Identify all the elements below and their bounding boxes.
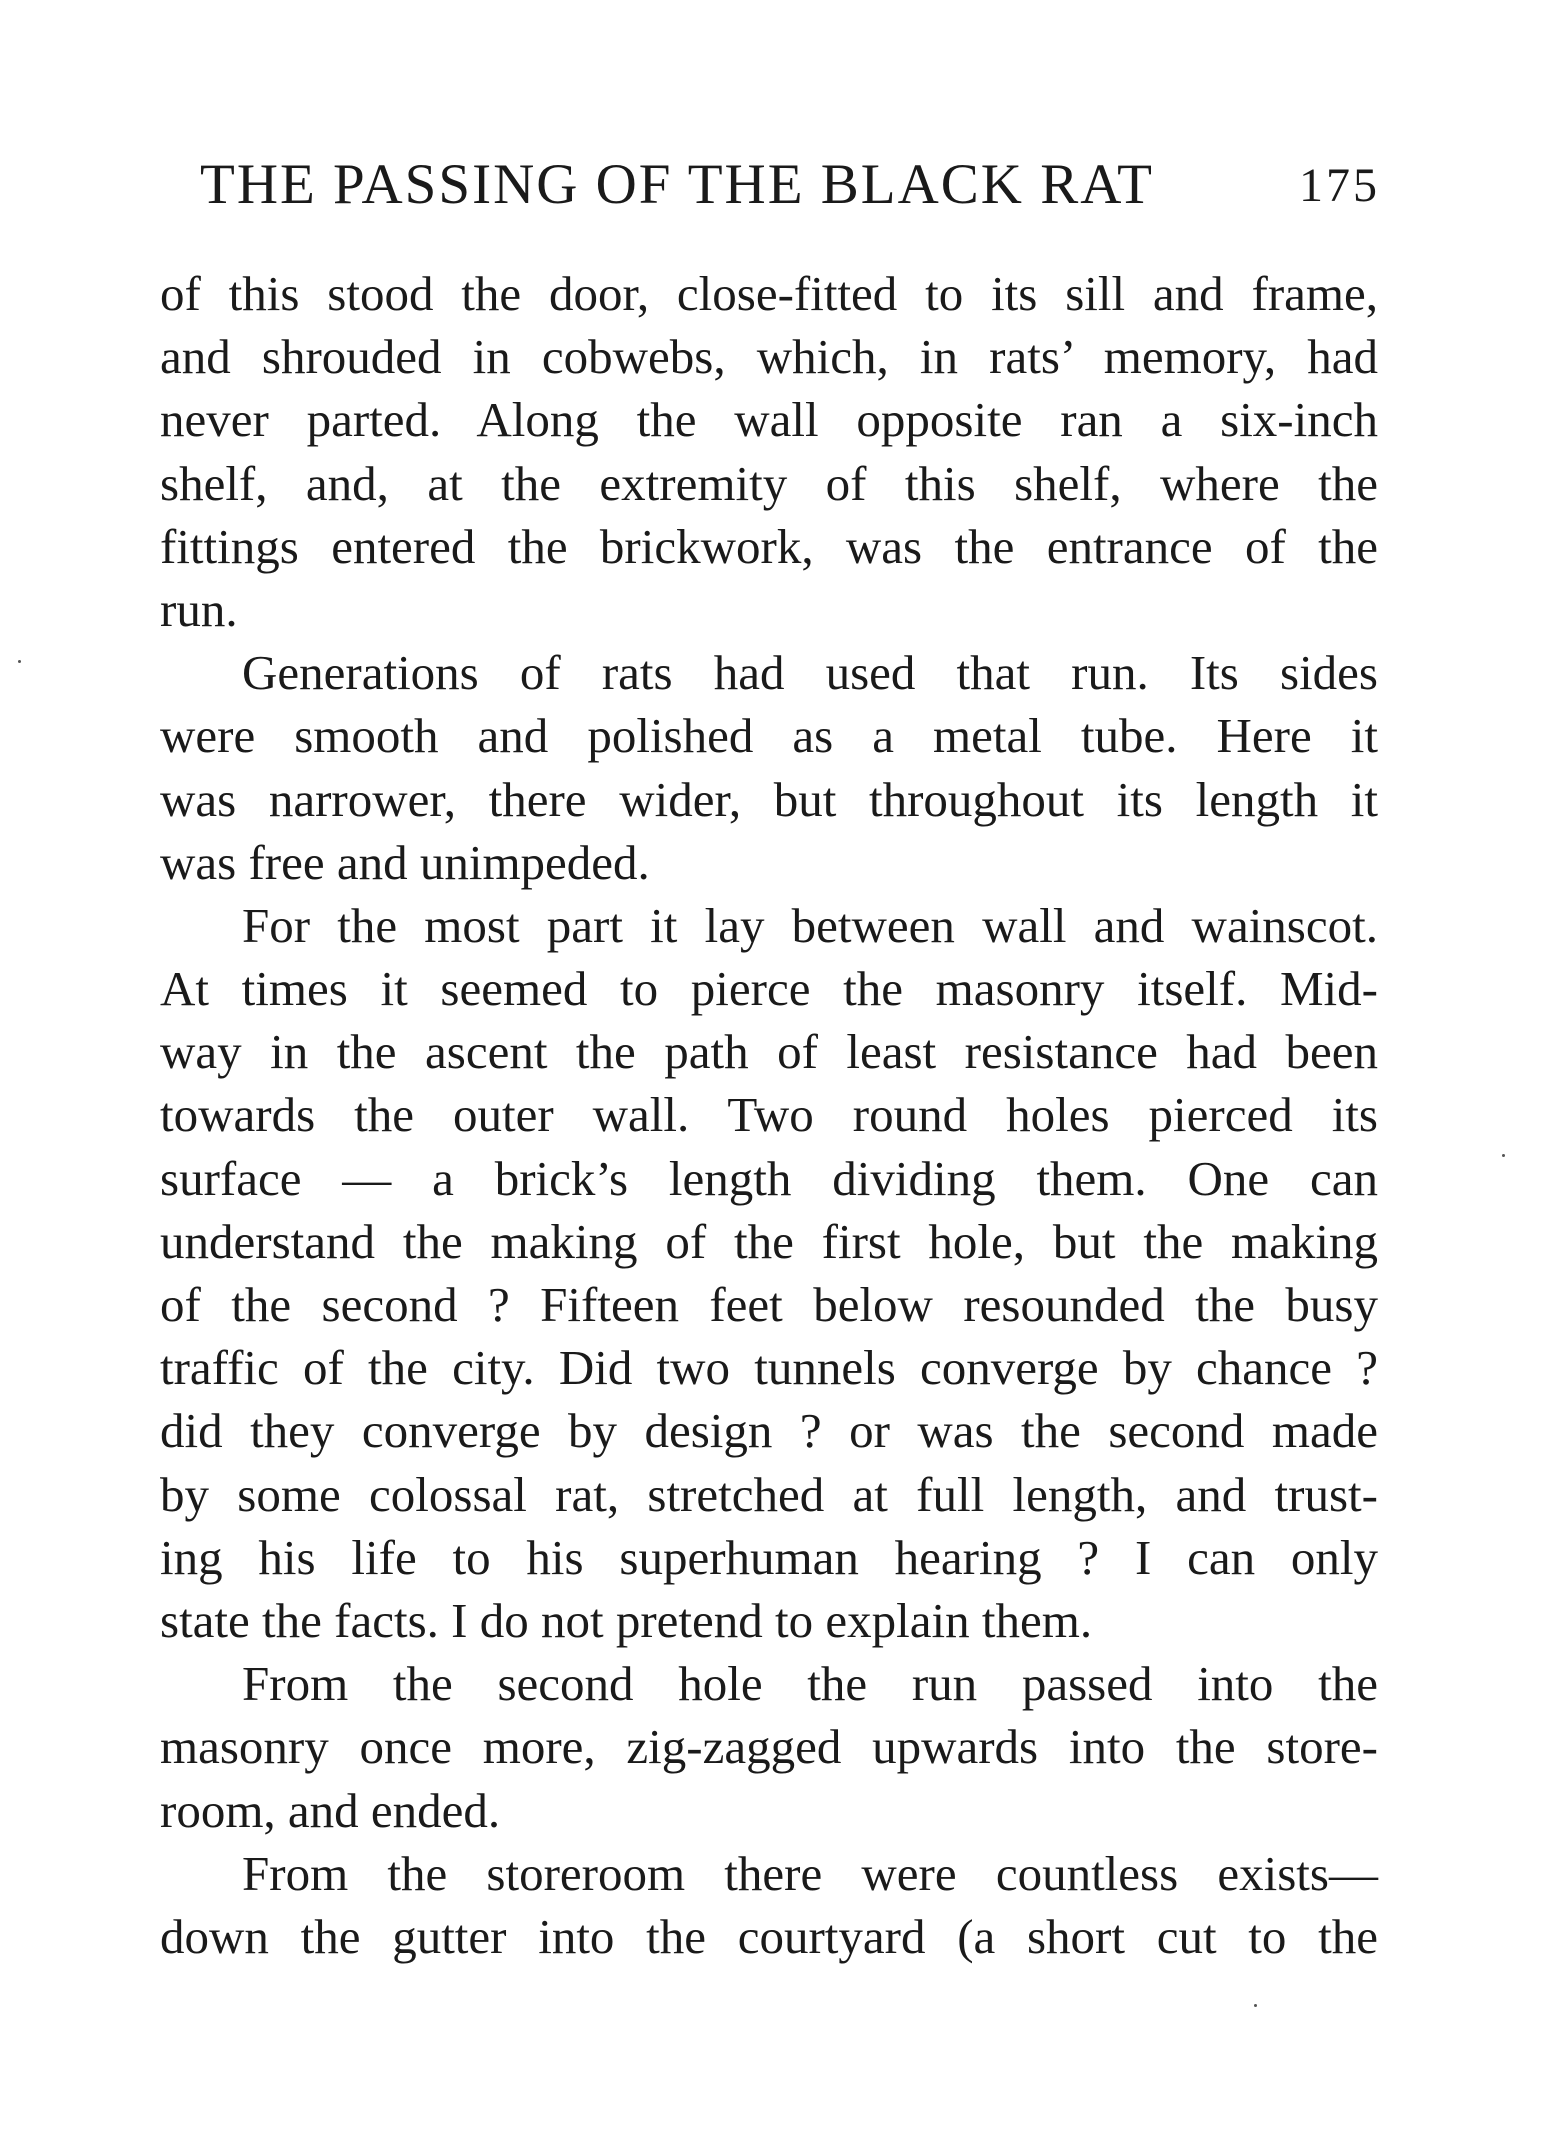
text-line: never parted. Along the wall opposite ran a six-inch [160,392,1378,448]
text-line: were smooth and polished as a metal tube. Here it [160,708,1378,764]
running-head [200,152,1380,232]
page-number: 175 [1299,159,1380,212]
text-line: shelf, and, at the extremity of this shelf, where the [160,455,1378,511]
text-line: For the most part it lay between wall and wainscot. [242,897,1378,953]
text-line: and shrouded in cobwebs, which, in rats’ memory, had [160,329,1378,385]
text-line: towards the outer wall. Two round holes pierced its [160,1087,1378,1143]
scan-speck [1254,2004,1257,2007]
text-line: fittings entered the brickwork, was the entrance of the [160,518,1378,574]
scan-speck [18,660,21,663]
text-line: of this stood the door, close-fitted to its sill and frame, [160,266,1378,321]
text-line: From the storeroom there were countless exists— [242,1845,1378,1901]
text-line: did they converge by design ? or was the second made [160,1403,1378,1459]
text-line: was free and unimpeded. [160,834,650,890]
text-line: Generations of rats had used that run. Its sides [242,645,1378,701]
text-line: run. [160,581,238,637]
text-line: surface — a brick’s length dividing them. One can [160,1150,1378,1206]
text-line: down the gutter into the courtyard (a short cut to the [160,1908,1378,1964]
text-line: of the second ? Fifteen feet below resounded the busy [160,1277,1378,1332]
text-line: was narrower, there wider, but throughout its length it [160,771,1378,827]
text-line: understand the making of the first hole, but the making [160,1213,1378,1269]
text-line: by some colossal rat, stretched at full length, and trust- [160,1466,1378,1522]
text-line: traffic of the city. Did two tunnels converge by chance ? [160,1340,1378,1396]
scan-speck [1502,1154,1505,1157]
text-line: At times it seemed to pierce the masonry itself. Mid- [160,961,1378,1017]
text-line: masonry once more, zig-zagged upwards into the store- [160,1719,1378,1775]
running-title: THE PASSING OF THE BLACK RAT [200,153,1154,216]
body-text [160,262,1378,1968]
text-line: From the second hole the run passed into the [242,1656,1378,1712]
text-line: room, and ended. [160,1782,501,1838]
text-line: state the facts. I do not pretend to explain them. [160,1592,1093,1648]
text-line: way in the ascent the path of least resistance had been [160,1024,1378,1080]
text-line: ing his life to his superhuman hearing ? I can only [160,1529,1378,1585]
